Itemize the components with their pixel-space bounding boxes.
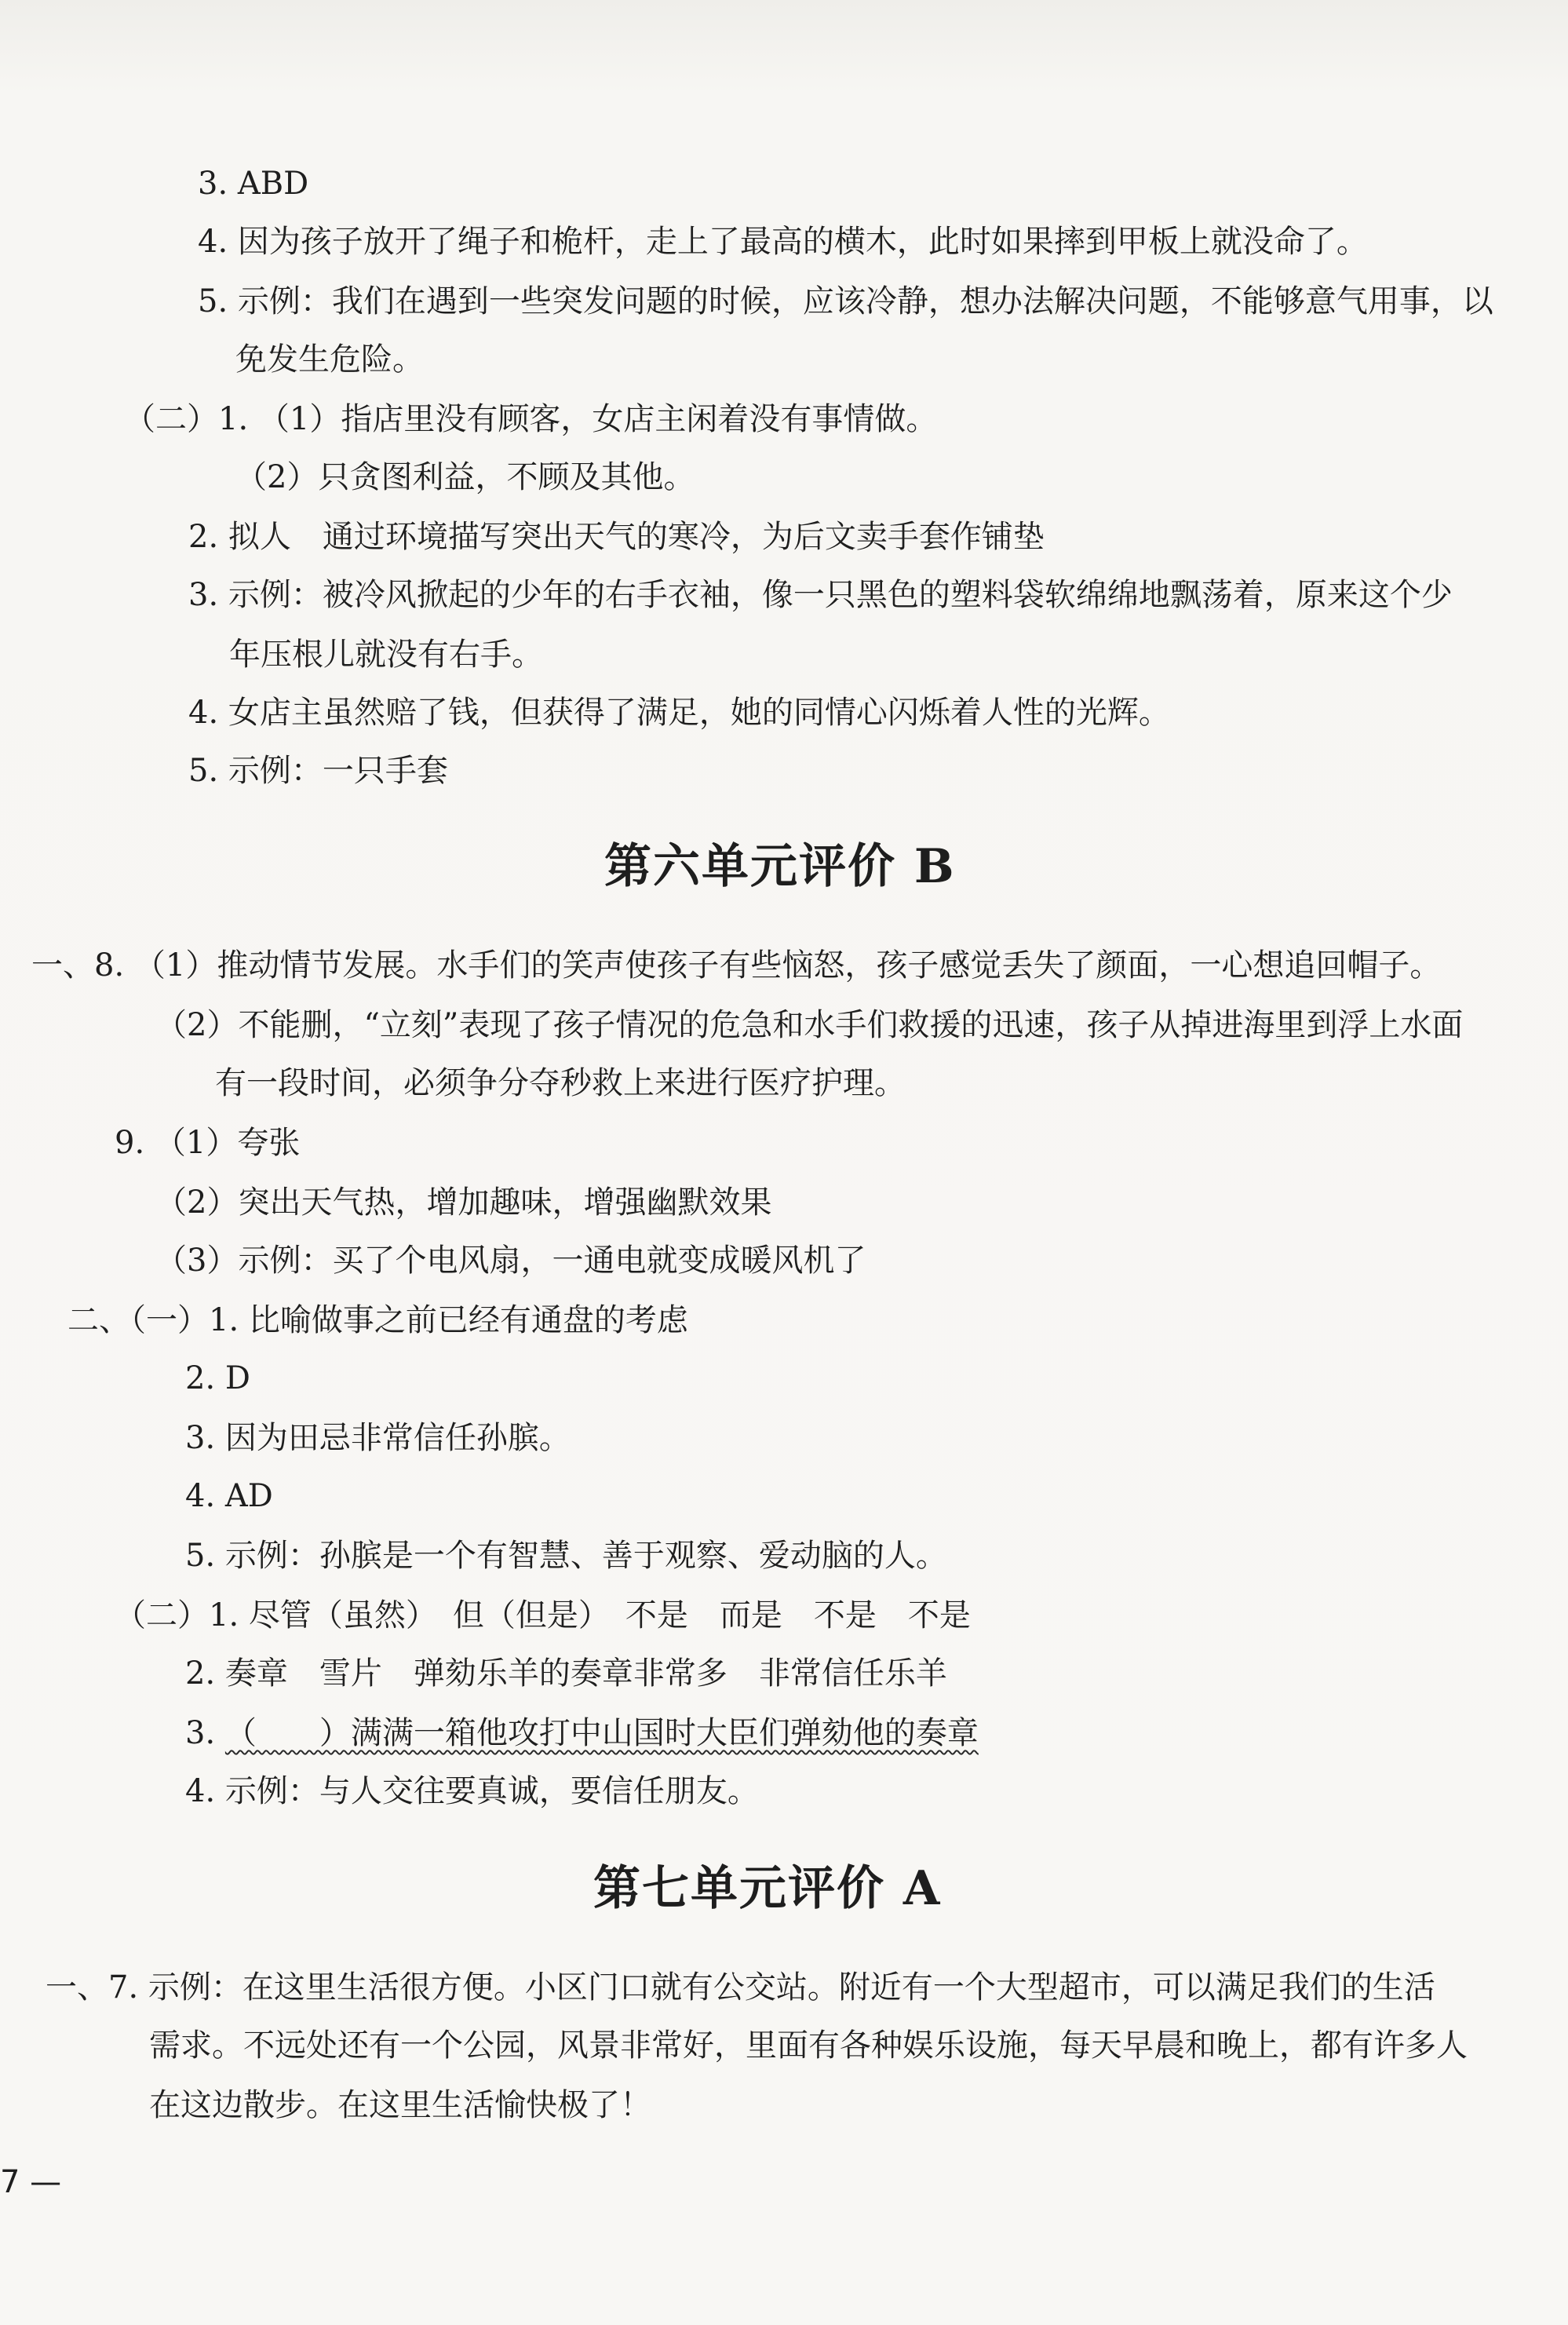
section-title: 第七单元评价 A: [593, 1861, 942, 1916]
answer-number: 3.: [185, 1715, 225, 1751]
answer-line: 3. ABD: [198, 166, 309, 202]
answer-line: （2）不能删，“立刻”表现了孩子情况的危急和水手们救援的迅速，孩子从掉进海里到浮上水面: [155, 1007, 1464, 1043]
answer-line: 2. 奏章 雪片 弹劾乐羊的奏章非常多 非常信任乐羊: [185, 1655, 947, 1692]
answer-line: 有一段时间，必须争分夺秒救上来进行医疗护理。: [215, 1065, 906, 1101]
answer-line: 3. 示例：被冷风掀起的少年的右手衣袖，像一只黑色的塑料袋软绵绵地飘荡着，原来这个少: [188, 577, 1453, 613]
answer-line: （二）1. （1）指店里没有顾客，女店主闲着没有事情做。: [124, 401, 938, 437]
answer-line: 4. AD: [185, 1478, 273, 1514]
answer-line: （3）示例：买了个电风扇，一通电就变成暖风机了: [155, 1243, 866, 1279]
answer-line: 4. 女店主虽然赔了钱，但获得了满足，她的同情心闪烁着人性的光辉。: [188, 695, 1170, 731]
answer-line: 3. 因为田忌非常信任孙膑。: [185, 1420, 571, 1456]
answer-line: 在这边散步。在这里生活愉快极了！: [149, 2087, 651, 2123]
answer-line: （2）突出天气热，增加趣味，增强幽默效果: [155, 1184, 772, 1221]
answer-line: 2. 拟人 通过环境描写突出天气的寒冷，为后文卖手套作铺垫: [188, 519, 1045, 555]
answer-line: （2）只贪图利益，不顾及其他。: [235, 459, 695, 495]
wavy-underlined-answer: （ ）满满一箱他攻打中山国时大臣们弹劾他的奏章: [224, 1715, 979, 1751]
answer-line: 一、8. （1）推动情节发展。水手们的笑声使孩子有些恼怒，孩子感觉丢失了颜面，一心想追回帽子。: [31, 947, 1442, 984]
answer-line: 免发生危险。: [235, 341, 424, 378]
answer-line: （二）1. 尽管（虽然） 但（但是） 不是 而是 不是 不是: [115, 1597, 971, 1633]
page-number: 7 —: [0, 2164, 62, 2200]
answer-line: 5. 示例：我们在遇到一些突发问题的时候，应该冷静，想办法解决问题，不能够意气用事，以: [198, 283, 1493, 319]
answer-line: 2. D: [185, 1360, 250, 1396]
answer-line: 5. 示例：孙膑是一个有智慧、善于观察、爱动脑的人。: [185, 1538, 947, 1574]
answer-line: [185, 1714, 979, 1752]
answer-line: 二、（一）1. 比喻做事之前已经有通盘的考虑: [67, 1302, 688, 1338]
section-title: 第六单元评价 B: [604, 839, 956, 894]
answer-line: 5. 示例：一只手套: [188, 753, 448, 789]
answer-line: 需求。不远处还有一个公园，风景非常好，里面有各种娱乐设施，每天早晨和晚上，都有许多人: [149, 2028, 1468, 2064]
answer-line: 年压根儿就没有右手。: [229, 637, 543, 673]
answer-line: 一、7. 示例：在这里生活很方便。小区门口就有公交站。附近有一个大型超市，可以满足我们的生活: [46, 1969, 1435, 2006]
answer-line: 4. 因为孩子放开了绳子和桅杆，走上了最高的横木，此时如果摔到甲板上就没命了。: [198, 224, 1368, 260]
answer-line: 9. （1）夸张: [115, 1125, 301, 1161]
answer-line: 4. 示例：与人交往要真诚，要信任朋友。: [185, 1773, 759, 1809]
